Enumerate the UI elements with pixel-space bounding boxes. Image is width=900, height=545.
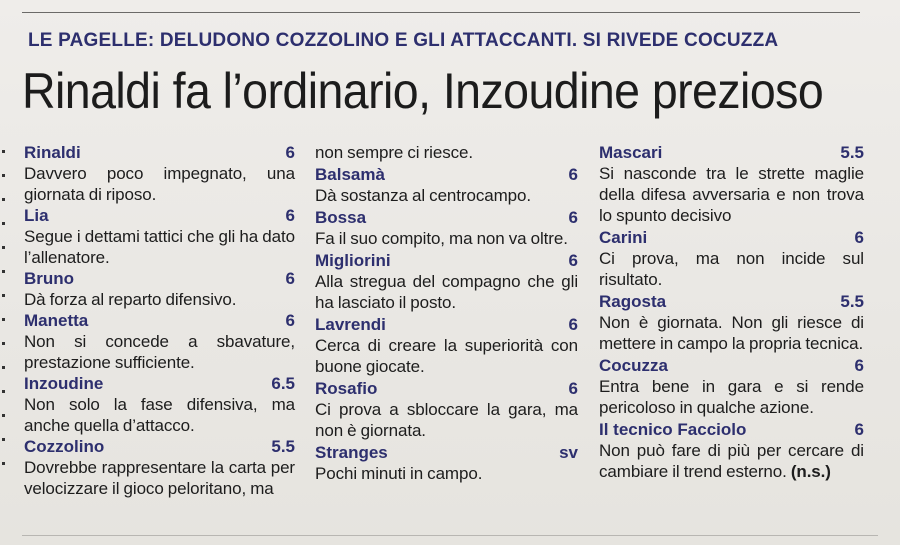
player-rating (599, 355, 864, 418)
player-rating (315, 442, 578, 484)
player-comment: Si nasconde tra le strette maglie della difesa avversaria e non trova lo spunto decisivo (599, 164, 864, 225)
player-grade: 6 (568, 208, 578, 227)
player-grade: 5.5 (840, 292, 864, 311)
player-grade: 6 (854, 228, 864, 247)
player-comment: Dà sostanza al centrocampo. (315, 186, 531, 205)
player-rating (599, 142, 864, 226)
player-rating (315, 314, 578, 377)
player-name: Mascari (599, 143, 663, 162)
player-comment: Entra bene in gara e si rende pericoloso in qualche azione. (599, 377, 864, 417)
player-grade: 6 (285, 143, 295, 162)
player-grade: sv (559, 443, 578, 462)
player-rating (315, 207, 578, 249)
player-name: Lavrendi (315, 315, 386, 334)
player-rating (24, 205, 295, 268)
player-name: Bruno (24, 269, 75, 288)
player-name: Bossa (315, 208, 367, 227)
player-rating (24, 268, 295, 310)
bottom-rule (22, 535, 878, 536)
player-name: Manetta (24, 311, 89, 330)
player-name: Balsamà (315, 165, 385, 184)
player-comment: Fa il suo compito, ma non va oltre. (315, 229, 568, 248)
player-comment: Ci prova, ma non incide sul risultato. (599, 249, 864, 289)
player-name: Inzoudine (24, 374, 104, 393)
player-comment: Ci prova a sbloccare la gara, ma non è giornata. (315, 400, 578, 440)
article-kicker: LE PAGELLE: DELUDONO COZZOLINO E GLI ATTACCANTI. SI RIVEDE COCUZZA (28, 30, 779, 51)
player-rating (315, 164, 578, 206)
coach-rating (599, 419, 864, 482)
player-rating (24, 373, 295, 436)
player-name: Rinaldi (24, 143, 81, 162)
player-grade: 6 (568, 251, 578, 270)
player-comment: Dà forza al reparto difensivo. (24, 290, 237, 309)
ratings-column-3 (599, 142, 864, 483)
player-comment: Segue i dettami tattici che gli ha dato l’allenatore. (24, 227, 295, 267)
article-headline: Rinaldi fa l’ordinario, Inzoudine prezioso (22, 63, 824, 119)
player-name: Ragosta (599, 292, 667, 311)
player-rating (599, 291, 864, 354)
ratings-column-2 (315, 142, 578, 485)
coach-name: Il tecnico Facciolo (599, 420, 747, 439)
player-comment: Non solo la fase difensiva, ma anche quella d’attacco. (24, 395, 295, 435)
player-comment: Alla stregua del compagno che gli ha lasciato il posto. (315, 272, 578, 312)
player-name: Migliorini (315, 251, 391, 270)
player-grade: 6 (568, 379, 578, 398)
top-rule (22, 12, 860, 13)
player-grade: 5.5 (840, 143, 864, 162)
player-comment: Pochi minuti in campo. (315, 464, 483, 483)
player-rating (315, 250, 578, 313)
player-grade: 6 (285, 311, 295, 330)
player-name: Lia (24, 206, 49, 225)
player-grade: 6 (285, 206, 295, 225)
player-grade: 6.5 (271, 374, 295, 393)
player-name: Cozzolino (24, 437, 105, 456)
player-comment: Davvero poco impegnato, una giornata di riposo. (24, 164, 295, 204)
player-grade: 6 (568, 315, 578, 334)
player-rating (599, 227, 864, 290)
player-name: Cocuzza (599, 356, 668, 375)
author-signature: (n.s.) (790, 462, 831, 481)
player-rating (24, 142, 295, 205)
coach-comment (599, 440, 864, 482)
player-comment: Dovrebbe rappresentare la carta per velocizzare il gioco peloritano, ma (24, 458, 295, 498)
player-name: Stranges (315, 443, 388, 462)
adjacent-column-edge (2, 150, 8, 510)
player-grade: 6 (854, 356, 864, 375)
player-rating (315, 378, 578, 441)
player-comment: Non si concede a sbavature, prestazione sufficiente. (24, 332, 295, 372)
player-name: Rosafio (315, 379, 378, 398)
coach-comment-text: Non può fare di più per cercare di cambiare il trend esterno. (599, 441, 864, 481)
player-comment: Cerca di creare la superiorità con buone giocate. (315, 336, 578, 376)
coach-grade: 6 (854, 420, 864, 439)
ratings-column-1 (24, 142, 295, 499)
continued-comment: non sempre ci riesce. (315, 143, 473, 162)
player-comment: Non è giornata. Non gli riesce di mettere in campo la propria tecnica. (599, 313, 864, 353)
player-grade: 5.5 (271, 437, 295, 456)
player-grade: 6 (285, 269, 295, 288)
player-grade: 6 (568, 165, 578, 184)
player-rating (24, 310, 295, 373)
player-rating (24, 436, 295, 499)
player-name: Carini (599, 228, 648, 247)
